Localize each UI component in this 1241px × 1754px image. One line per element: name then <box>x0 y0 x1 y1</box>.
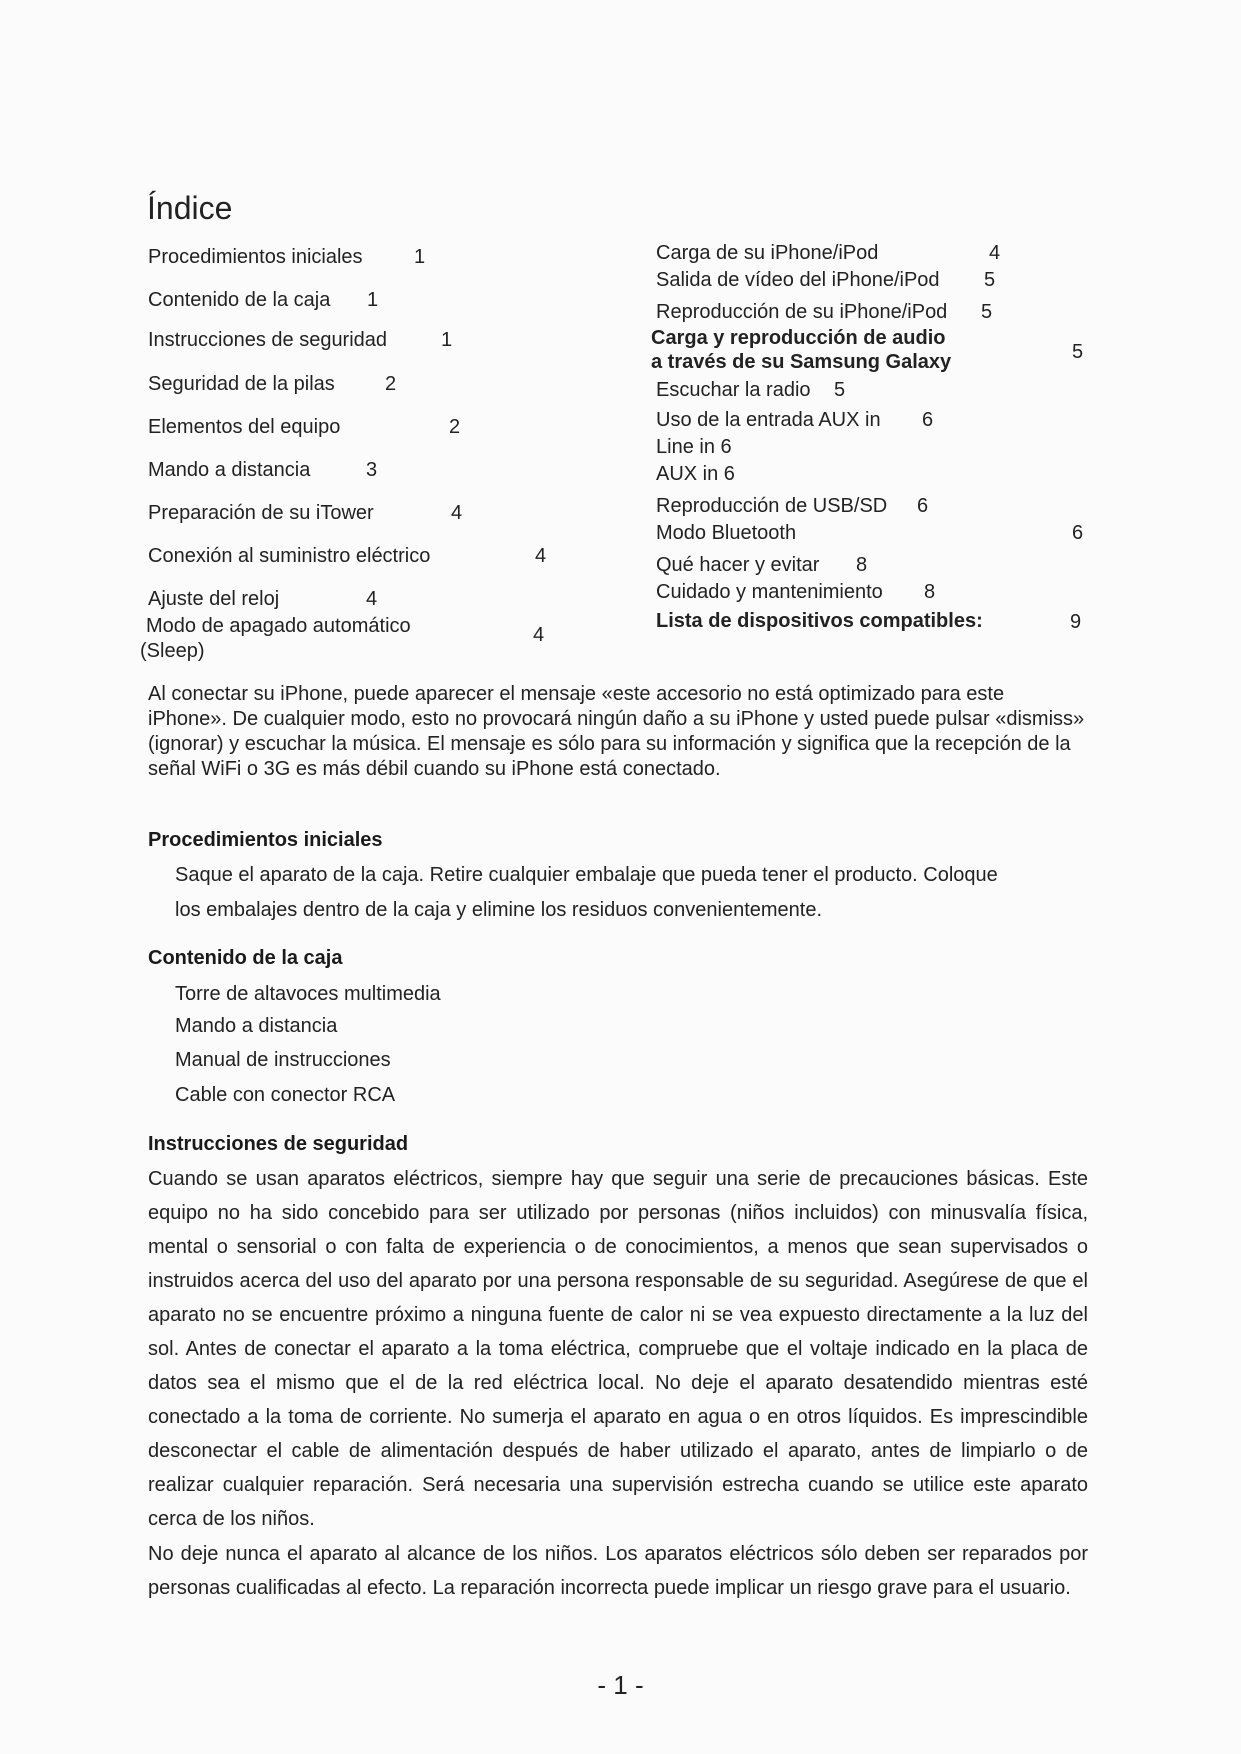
toc-page: 2 <box>385 373 397 395</box>
toc-page: 4 <box>533 624 545 646</box>
list-item: Mando a distancia <box>175 1015 338 1037</box>
toc-entry-continued <box>140 640 204 663</box>
toc-page: 4 <box>451 502 463 524</box>
list-item: Torre de altavoces multimedia <box>175 983 441 1005</box>
iphone-note: Al conectar su iPhone, puede aparecer el mensaje «este accesorio no está optimizado para este iPhone». De cualquier modo, esto no provocará ningún daño a su iPhone y usted puede pulsar «dismiss» (ignorar) y escuchar la música. El mensaje es sólo para su información y significa que la recepción de la señal WiFi o 3G es más débil cuando su iPhone está conectado. <box>148 683 1085 780</box>
toc-label: Lista de dispositivos compatibles: <box>656 610 983 632</box>
toc-entry <box>148 329 453 352</box>
toc-label: AUX in 6 <box>656 463 735 485</box>
toc-page: 6 <box>1072 522 1084 544</box>
toc-page: 1 <box>441 329 453 351</box>
toc-entry <box>148 373 397 396</box>
toc-page: 4 <box>366 588 378 610</box>
toc-page: 8 <box>856 554 868 576</box>
toc-entry <box>656 463 735 486</box>
toc-label: Salida de vídeo del iPhone/iPod <box>656 269 940 291</box>
toc-label: Preparación de su iTower <box>148 502 374 524</box>
toc-label: Carga y reproducción de audio <box>651 327 946 349</box>
toc-label: a través de su Samsung Galaxy <box>651 351 952 373</box>
toc-entry <box>148 289 379 312</box>
toc-page: 1 <box>414 246 426 268</box>
body-line: Saque el aparato de la caja. Retire cualquier embalaje que pueda tener el producto. Coloque <box>175 864 998 886</box>
toc-entry <box>656 301 993 324</box>
toc-page: 6 <box>922 409 934 431</box>
toc-label: Escuchar la radio <box>656 379 811 401</box>
toc-page: 1 <box>367 289 379 311</box>
section-heading: Procedimientos iniciales <box>148 829 383 851</box>
toc-label: Ajuste del reloj <box>148 588 280 610</box>
toc-page: 5 <box>984 269 996 291</box>
toc-entry <box>651 327 946 350</box>
toc-entry <box>656 242 1001 265</box>
toc-page: 4 <box>989 242 1001 264</box>
toc-entry <box>656 554 868 577</box>
toc-entry <box>656 436 732 459</box>
section-heading: Contenido de la caja <box>148 947 343 969</box>
toc-label: Modo de apagado automático <box>146 615 411 637</box>
index-title: Índice <box>147 190 233 226</box>
toc-label: Contenido de la caja <box>148 289 331 311</box>
toc-entry <box>656 269 996 292</box>
toc-label: (Sleep) <box>140 640 205 662</box>
body-line: los embalajes dentro de la caja y elimine los residuos convenientemente. <box>175 899 823 921</box>
toc-label: Elementos del equipo <box>148 416 341 438</box>
toc-entry <box>148 246 426 269</box>
toc-entry <box>656 581 936 604</box>
body-paragraph: Cuando se usan aparatos eléctricos, siempre hay que seguir una serie de precauciones básicas. Este equipo no ha sido concebido para ser utilizado por personas (niños incluidos) con minusvalía física, mental o sensorial o con falta de experiencia o de conocimientos, a menos que sean supervisados o instruidos acerca del uso del aparato por una persona responsable de su seguridad. Asegúrese de que el aparato no se encuentre próximo a ninguna fuente de calor ni se vea expuesto directamente a la luz del sol. Antes de conectar el aparato a la toma eléctrica, compruebe que el voltaje indicado en la placa de datos sea el mismo que el de la red eléctrica local. No deje el aparato desatendido mientras esté conectado a la toma de corriente. No sumerja el aparato en agua o en otros líquidos. Es imprescindible desconectar el cable de alimentación después de haber utilizado el aparato, antes de limpiarlo o de realizar cualquier reparación. Será necesaria una supervisión estrecha cuando se utilice este aparato cerca de los niños. <box>148 1168 1088 1530</box>
toc-entry <box>656 610 983 633</box>
toc-page: 3 <box>366 459 378 481</box>
page-number: - 1 - <box>597 1670 644 1700</box>
toc-label: Reproducción de su iPhone/iPod <box>656 301 948 323</box>
list-item: Cable con conector RCA <box>175 1084 396 1106</box>
toc-label: Procedimientos iniciales <box>148 246 363 268</box>
toc-label: Uso de la entrada AUX in <box>656 409 881 431</box>
toc-entry <box>656 409 934 432</box>
toc-entry <box>148 545 547 568</box>
toc-label: Cuidado y mantenimiento <box>656 581 883 603</box>
toc-entry <box>148 502 463 525</box>
toc-label: Qué hacer y evitar <box>656 554 820 576</box>
toc-page: 4 <box>535 545 547 567</box>
toc-page: 8 <box>924 581 936 603</box>
toc-label: Carga de su iPhone/iPod <box>656 242 879 264</box>
toc-label: Reproducción de USB/SD <box>656 495 888 517</box>
toc-label: Instrucciones de seguridad <box>148 329 388 351</box>
toc-page: 5 <box>1072 341 1084 363</box>
toc-label: Conexión al suministro eléctrico <box>148 545 431 567</box>
toc-page: 6 <box>917 495 929 517</box>
list-item: Manual de instrucciones <box>175 1049 391 1071</box>
toc-entry <box>656 522 796 545</box>
toc-label: Line in 6 <box>656 436 732 458</box>
toc-entry <box>148 588 378 611</box>
body-paragraph: No deje nunca el aparato al alcance de los niños. Los aparatos eléctricos sólo deben ser reparados por personas cualificadas al efecto. La reparación incorrecta puede implicar un riesgo grave para el usuario. <box>148 1543 1088 1599</box>
toc-label: Seguridad de la pilas <box>148 373 335 395</box>
toc-entry-continued <box>651 351 951 374</box>
toc-page: 9 <box>1070 611 1082 633</box>
toc-label: Modo Bluetooth <box>656 522 797 544</box>
toc-entry <box>656 379 846 402</box>
section-heading: Instrucciones de seguridad <box>148 1133 409 1155</box>
toc-page: 2 <box>449 416 461 438</box>
toc-entry <box>146 615 411 638</box>
toc-label: Mando a distancia <box>148 459 311 481</box>
toc-page: 5 <box>981 301 993 323</box>
toc-entry <box>656 495 929 518</box>
toc-page: 5 <box>834 379 846 401</box>
toc-entry <box>148 459 378 482</box>
toc-entry <box>148 416 461 439</box>
